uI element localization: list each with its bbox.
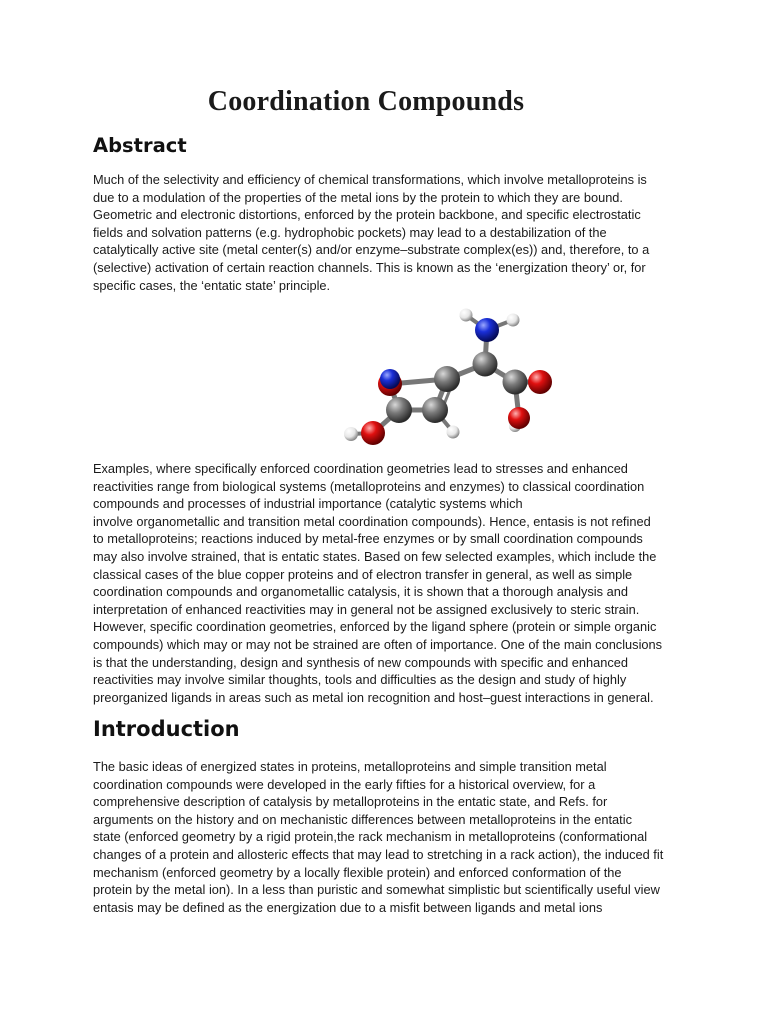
oxygen-atom <box>361 421 385 445</box>
text-line: Geometric and electronic distortions, enforced by the protein backbone, and specific electrostatic <box>93 207 641 223</box>
text-line: fields and solvation patterns (e.g. hydrophobic pockets) may lead to a destabilization of the <box>93 224 607 240</box>
text-line: However, specific coordination geometries, enforced by the ligand sphere (protein or simple organic <box>93 619 657 635</box>
text-line: arguments on the history and on mechanistic differences between metalloproteins in the entatic <box>93 811 632 827</box>
hydrogen-atom <box>447 426 460 439</box>
oxygen-atom <box>508 407 530 429</box>
text-line: Much of the selectivity and efficiency of chemical transformations, which involve metalloproteins is <box>93 172 647 187</box>
text-line: (selective) activation of certain reaction channels. This is known as the ‘energization theory’ or, for <box>93 259 646 275</box>
text-line: due to a modulation of the properties of the metal ions by the protein to which they are bound. <box>93 189 623 205</box>
introduction-heading: Introduction <box>93 717 240 741</box>
text-line: to metalloproteins; reactions induced by metal-free enzymes or by small coordination compounds <box>93 531 643 547</box>
carbon-atom <box>503 370 528 395</box>
text-line: protein by the metal ion). In a less than puristic and somewhat simplistic but scientifically useful view <box>93 882 660 898</box>
text-line: coordination compounds and organometallic catalysis, it is shown that a thorough analysis and <box>93 584 628 600</box>
text-line: entasis may be defined as the energization due to a misfit between ligands and metal ions <box>93 899 603 915</box>
hydrogen-atom <box>344 427 358 441</box>
carbon-atom <box>473 352 498 377</box>
molecule-figure <box>335 300 565 450</box>
abstract-heading: Abstract <box>93 134 187 157</box>
oxygen-atom <box>528 370 552 394</box>
text-line: involve organometallic and transition metal coordination compounds). Hence, entasis is not refined <box>93 513 651 529</box>
text-line: state (enforced geometry by a rigid protein,the rack mechanism in metalloproteins (conformational <box>93 829 648 845</box>
text-line: specific cases, the ‘entatic state’ principle. <box>93 277 331 293</box>
abstract-paragraph <box>93 171 679 294</box>
text-line: reactivities may involve similar thoughts, tools and difficulties as the design and study of highly <box>93 672 627 688</box>
text-line: classical cases of the blue copper proteins and of electron transfer in general, as well as simple <box>93 566 633 582</box>
text-line: Examples, where specifically enforced coordination geometries lead to stresses and enhanced <box>93 461 628 476</box>
carbon-atom <box>386 397 412 423</box>
hydrogen-atom <box>507 314 520 327</box>
text-line: reactivities range from biological systems (metalloproteins and enzymes) to classical coordination <box>93 478 645 494</box>
text-line: changes of a protein and allosteric effects that may lead to stretching in a rack action), the induced fit <box>93 846 664 862</box>
text-line: The basic ideas of energized states in proteins, metalloproteins and simple transition metal <box>93 759 607 774</box>
carbon-atom <box>434 366 460 392</box>
text-line: coordination compounds were developed in the early fifties for a historical overview, for a <box>93 776 596 792</box>
text-line: compounds and processes of industrial importance (catalytic systems which <box>93 496 523 512</box>
text-line: compounds) which may or may not be strained are often of importance. One of the main conclusions <box>93 636 663 652</box>
carbon-atom <box>422 397 448 423</box>
text-line: preorganized ligands in areas such as metal ion recognition and host–guest interactions in general. <box>93 689 654 705</box>
introduction-paragraph <box>93 758 679 916</box>
text-line: is that the understanding, design and synthesis of new compounds with specific and enhanced <box>93 654 628 670</box>
nitrogen-atom <box>475 318 499 342</box>
hydrogen-atom <box>460 309 473 322</box>
text-line: catalytically active site (metal center(s) and/or enzyme–substrate complex(es)) and, therefore, to a <box>93 242 650 258</box>
text-line: mechanism (enforced geometry by a locally flexible protein) and enforced conformation of the <box>93 864 622 880</box>
nitrogen-atom <box>380 369 400 389</box>
text-line: comprehensive description of catalysis by metalloproteins in the entatic state, and Refs. for <box>93 794 608 810</box>
text-line: may also involve strained, that is entatic states. Based on few selected examples, which include the <box>93 548 657 564</box>
examples-paragraph <box>93 460 679 706</box>
document-title: Coordination Compounds <box>207 86 525 117</box>
text-line: interpretation of enhanced reactivities may in general not be assigned exclusively to steric strain. <box>93 601 640 617</box>
